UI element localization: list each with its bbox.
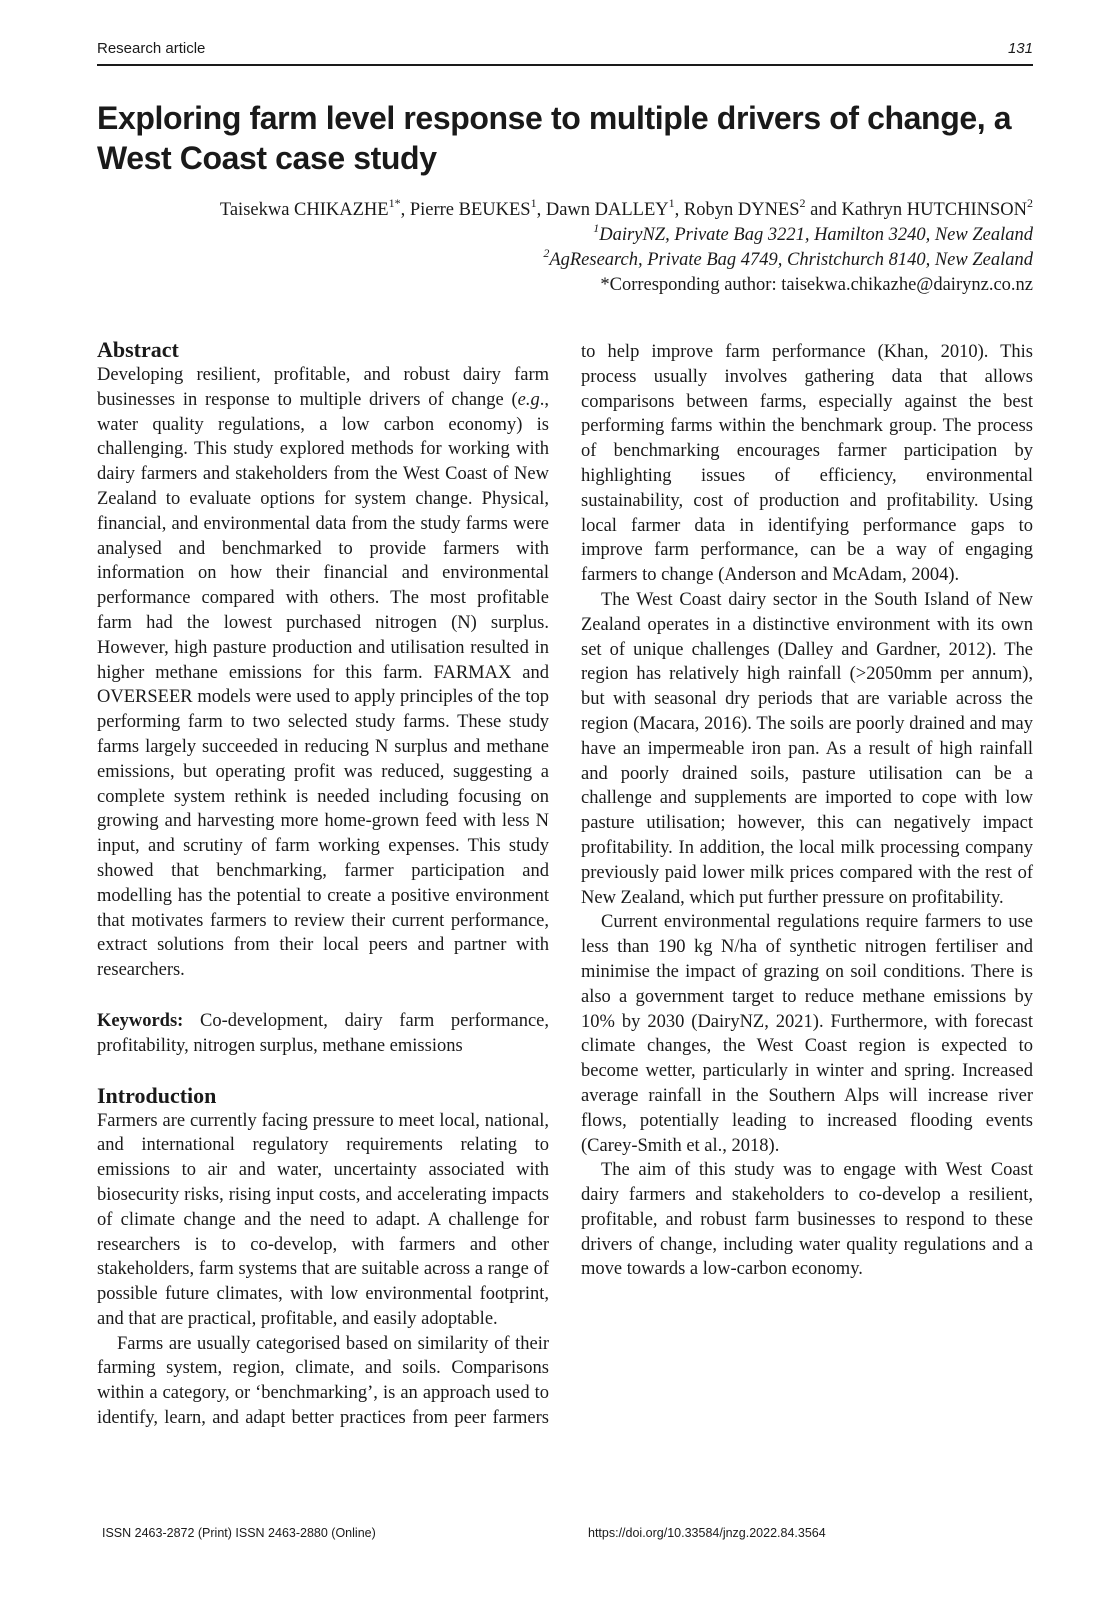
author-name: Robyn DYNES: [683, 200, 800, 220]
affiliation-2: [97, 245, 1033, 273]
author-affiliation-mark: 1: [668, 195, 675, 210]
left-column: [97, 337, 549, 1431]
author-name: Dawn DALLEY: [545, 200, 669, 220]
section-label: Research article: [97, 40, 206, 57]
affiliation-mark: 1: [593, 220, 600, 235]
footer-issn: ISSN 2463-2872 (Print) ISSN 2463-2880 (Online): [102, 1526, 376, 1540]
intro-paragraph-2-continued: to help improve farm performance (Khan, 2010). This process usually involves gathering data that allows comparisons between farms, especially against the best performing farms within the benchmark group. The process of benchmarking encourages farmer participation by highlighting issues of efficiency, environmental sustainability, cost of production and profitability. Using local farmer data in identifying performance gaps to improve farm performance, can be a way of engaging farmers to change (Anderson and McAdam, 2004).: [581, 342, 1033, 586]
author-separator: ,: [536, 200, 546, 220]
introduction-heading: Introduction: [97, 1082, 217, 1108]
author-separator: ,: [674, 200, 684, 220]
keywords: [97, 1009, 549, 1059]
abstract-text: ., water quality regulations, a low carbon economy) is challenging. This study explored methods for working with dairy farmers and stakeholders from the West Coast of New Zealand to evaluate options for system change. Physical, financial, and environmental data from the study farms were analysed and benchmarked to provide farmers with information on how their financial and environmental performance compared with others. The most profitable farm had the lowest purchased nitrogen (N) surplus. However, high pasture production and utilisation resulted in higher methane emissions for this farm. FARMAX and OVERSEER models were used to apply principles of the top performing farm to two selected study farms. These study farms largely succeeded in reducing N surplus and methane emissions, but operating profit was reduced, suggesting a complete system rethink is needed including focusing on growing and harvesting more home-grown feed with less N input, and scrutiny of farm working expenses. This study showed that benchmarking, farmer participation and modelling has the potential to create a positive environment that motivates farmers to review their current performance, extract solutions from their local peers and partner with researchers.: [97, 389, 549, 981]
author-separator: ,: [400, 200, 410, 220]
intro-paragraph-5: The aim of this study was to engage with West Coast dairy farmers and stakeholders to co-develop a resilient, profitable, and robust farm businesses to respond to these drivers of change, including water quality regulations and a move towards a low-carbon economy.: [581, 1160, 1033, 1280]
abstract-italic: e.g: [517, 389, 540, 410]
footer-doi[interactable]: https://doi.org/10.33584/jnzg.2022.84.3564: [588, 1526, 826, 1540]
article-title: Exploring farm level response to multiple drivers of change, a West Coast case study: [97, 100, 1012, 176]
intro-paragraph-4: Current environmental regulations require farmers to use less than 190 kg N/ha of synthetic nitrogen fertiliser and minimise the impact of grazing on soil conditions. There is also a government target to reduce methane emissions by 10% by 2030 (DairyNZ, 2021). Furthermore, with forecast climate changes, the West Coast region is expected to become wetter, particularly in winter and spring. Increased average rainfall in the Southern Alps will increase river flows, potentially leading to increased flooding events (Carey-Smith et al., 2018).: [581, 912, 1033, 1156]
author-name: Kathryn HUTCHINSON: [841, 200, 1027, 220]
right-column: [581, 340, 1033, 1282]
intro-paragraph-2: Farms are usually categorised based on similarity of their farming system, region, climate, and soils. Comparisons within a category, or ‘benchmarking’, is an approach used to identify, learn, and adapt better practices from peer farmers: [97, 1333, 549, 1429]
affiliation-1: [97, 220, 1033, 248]
abstract-paragraph: [97, 363, 549, 983]
author-list: [97, 195, 1033, 223]
affiliation-text: AgResearch, Private Bag 4749, Christchurch 8140, New Zealand: [549, 250, 1033, 270]
author-affiliation-mark: 1: [530, 195, 537, 210]
intro-paragraph-1: Farmers are currently facing pressure to meet local, national, and international regulatory requirements relating to emissions to air and water, uncertainty associated with biosecurity risks, rising input costs, and accelerating impacts of climate change and the need to adapt. A challenge for researchers is to co-develop, with farmers and other stakeholders, farm systems that are suitable across a range of possible future climates, with low environmental footprint, and that are practical, profitable, and easily adoptable.: [97, 1110, 549, 1329]
author-affiliation-mark: 2: [799, 195, 806, 210]
abstract-heading: Abstract: [97, 337, 179, 362]
affiliation-mark: 2: [543, 245, 550, 260]
corresponding-author: *Corresponding author: taisekwa.chikazhe@dairynz.co.nz: [600, 275, 1033, 295]
keywords-text: Co-development, dairy farm performance, profitability, nitrogen surplus, methane emissions: [97, 1010, 549, 1056]
keywords-label: Keywords:: [97, 1010, 184, 1031]
author-affiliation-mark: 2: [1027, 195, 1033, 210]
affiliation-text: DairyNZ, Private Bag 3221, Hamilton 3240, New Zealand: [599, 225, 1033, 245]
intro-paragraph-3: The West Coast dairy sector in the South Island of New Zealand operates in a distinctive environment with its own set of unique challenges (Dalley and Gardner, 2012). The region has relatively high rainfall (>2050mm per annum), but with seasonal dry periods that are variable across the region (Macara, 2016). The soils are poorly drained and may have an impermeable iron pan. As a result of high rainfall and poorly drained soils, pasture utilisation can be a challenge and supplements are imported to cope with low pasture utilisation; however, this can negatively impact profitability. In addition, the local milk processing company previously paid lower milk prices compared with the rest of New Zealand, which put further pressure on profitability.: [581, 589, 1033, 908]
author-affiliation-mark: 1*: [388, 195, 401, 210]
author-separator: and: [805, 200, 842, 220]
author-name: Taisekwa CHIKAZHE: [219, 200, 389, 220]
byline: [97, 195, 1033, 298]
running-header: [97, 38, 1033, 66]
author-name: Pierre BEUKES: [409, 200, 531, 220]
abstract-text: Developing resilient, profitable, and robust dairy farm businesses in response to multiple drivers of change (: [97, 365, 549, 410]
page-number: 131: [1007, 40, 1033, 57]
